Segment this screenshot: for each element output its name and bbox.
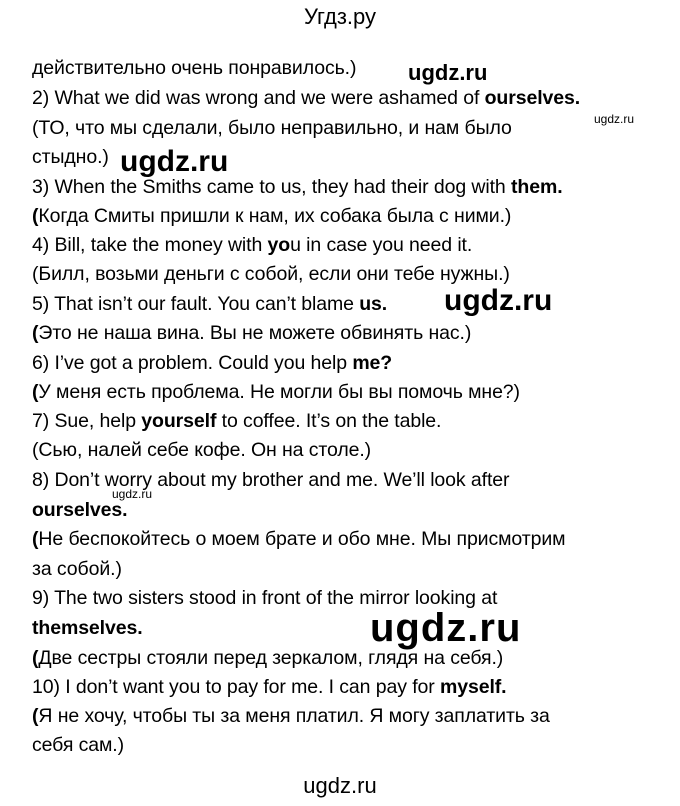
open-paren: ( — [32, 705, 39, 727]
line-text: 5) That isn’t our fault. You can’t blame — [32, 293, 360, 315]
text-line — [32, 261, 510, 287]
text-line — [32, 615, 143, 641]
answer-word: yourself — [141, 410, 217, 432]
line-text: стыдно.) — [32, 146, 109, 168]
text-line — [32, 55, 356, 81]
answer-word: ourselves. — [32, 499, 128, 521]
watermark: ugdz.ru — [444, 284, 553, 317]
open-paren: ( — [32, 647, 39, 669]
line-text: (Билл, возьми деньги с собой, если они тебе нужны.) — [32, 263, 510, 285]
answer-word: me? — [352, 352, 393, 374]
line-text: У меня есть проблема. Не могли бы вы помочь мне?) — [38, 381, 520, 403]
text-line — [32, 556, 122, 582]
line-text: 7) Sue, help — [32, 410, 142, 432]
answer-word: themselves. — [32, 617, 143, 639]
text-line — [32, 674, 506, 700]
line-text: за собой.) — [32, 558, 122, 580]
text-line — [32, 408, 441, 434]
text-line — [32, 467, 509, 493]
line-text: Две сестры стояли перед зеркалом, глядя на себя.) — [38, 647, 504, 669]
text-line — [32, 144, 109, 170]
text-line — [32, 85, 580, 111]
open-paren: ( — [32, 381, 39, 403]
line-text: u in case you need it. — [290, 234, 473, 256]
text-line — [32, 379, 520, 405]
watermark: ugdz.ru — [594, 112, 635, 126]
text-line — [32, 437, 371, 463]
open-paren: ( — [32, 205, 39, 227]
open-paren: ( — [32, 322, 39, 344]
text-line — [32, 732, 124, 758]
answer-word: myself. — [439, 676, 507, 698]
line-text: to coffee. It’s on the table. — [216, 410, 442, 432]
text-line — [32, 526, 565, 552]
text-line — [32, 291, 387, 317]
line-text: 10) I don’t want you to pay for me. I can pay for — [32, 676, 440, 698]
watermark: ugdz.ru — [120, 145, 229, 178]
line-text: 3) When the Smiths came to us, they had their dog with — [32, 176, 511, 198]
watermark: ugdz.ru — [370, 606, 522, 650]
answer-word: ourselves. — [484, 87, 581, 109]
text-line — [32, 703, 550, 729]
watermark: ugdz.ru — [112, 487, 153, 501]
watermark: ugdz.ru — [408, 60, 488, 85]
line-text: действительно очень понравилось.) — [32, 57, 357, 79]
line-text: Когда Смиты пришли к нам, их собака была с ними.) — [38, 205, 512, 227]
text-line — [32, 115, 512, 141]
answer-word: them. — [511, 176, 563, 198]
line-text: 4) Bill, take the money with — [32, 234, 268, 256]
line-text: Я не хочу, чтобы ты за меня платил. Я могу заплатить за — [38, 705, 550, 727]
line-text: (Сью, налей себе кофе. Он на столе.) — [32, 439, 372, 461]
line-text: себя сам.) — [32, 734, 125, 756]
text-line — [32, 174, 563, 200]
open-paren: ( — [32, 528, 39, 550]
answer-word: yo — [267, 234, 291, 256]
text-line — [32, 350, 392, 376]
answer-word: us. — [359, 293, 388, 315]
text-line — [32, 232, 472, 258]
text-line — [32, 320, 471, 346]
line-text: 9) The two sisters stood in front of the mirror looking at — [32, 587, 498, 609]
line-text: 2) What we did was wrong and we were ashamed of — [32, 87, 485, 109]
line-text: Это не наша вина. Вы не можете обвинять нас.) — [38, 322, 472, 344]
line-text: (ТО, что мы сделали, было неправильно, и нам было — [32, 117, 512, 139]
line-text: 6) I’ve got a problem. Could you help — [32, 352, 353, 374]
page-header-title: Угдз.ру — [303, 4, 377, 29]
line-text: 8) Don’t worry about my brother and me. We’ll look after — [32, 469, 510, 491]
text-line — [32, 203, 511, 229]
line-text: Не беспокойтесь о моем брате и обо мне. Мы присмотрим — [38, 528, 566, 550]
page-footer: ugdz.ru — [303, 773, 377, 798]
